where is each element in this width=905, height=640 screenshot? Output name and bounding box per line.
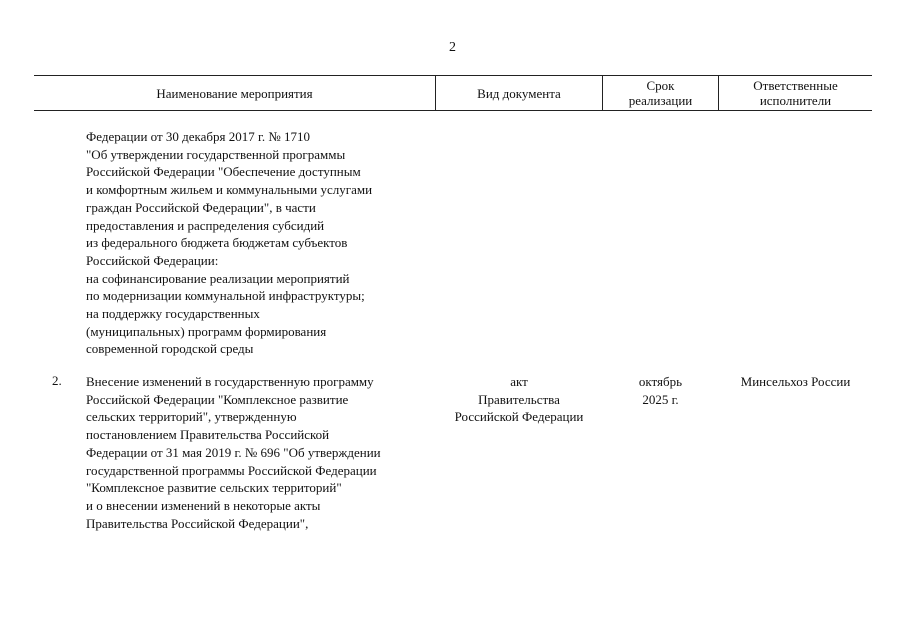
text-line: Российской Федерации: — [86, 252, 219, 268]
header-document-type — [436, 76, 602, 110]
text-line: по модернизации коммунальной инфраструктуры; — [86, 288, 365, 304]
text-line: на софинансирование реализации мероприятий — [86, 270, 350, 286]
text-line: "Об утверждении государственной программы — [86, 146, 346, 162]
text-line: Правительства — [478, 391, 560, 407]
responsible-cell — [719, 373, 872, 391]
text-line: Российской Федерации "Комплексное развитие — [86, 391, 349, 407]
text-line: октябрь — [638, 374, 683, 389]
text-line: Федерации от 31 мая 2019 г. № 696 "Об утверждении — [86, 444, 381, 460]
header-name-of-measure — [34, 76, 435, 110]
text-line: на поддержку государственных — [86, 306, 260, 322]
header-label: Вид документа — [477, 85, 561, 101]
text-line: постановлением Правительства Российской — [86, 427, 330, 443]
measure-title — [86, 373, 436, 532]
text-line: Внесение изменений в государственную программу — [86, 374, 374, 389]
text-line: Правительства Российской Федерации", — [86, 515, 309, 531]
text-line: государственной программы Российской Федерации — [86, 462, 377, 478]
header-term — [603, 76, 718, 110]
text-line: Минсельхоз России — [740, 374, 851, 389]
text-line: предоставления и распределения субсидий — [86, 217, 325, 233]
header-label: Срок реализации — [628, 78, 693, 108]
text-line: Российской Федерации "Обеспечение доступным — [86, 164, 361, 180]
text-line: и комфортным жильем и коммунальными услугами — [86, 182, 373, 198]
header-responsible — [719, 76, 872, 110]
header-label: Ответственные исполнители — [753, 78, 838, 108]
text-line: и о внесении изменений в некоторые акты — [86, 497, 321, 513]
text-line: граждан Российской Федерации", в части — [86, 199, 316, 215]
text-line: сельских территорий", утвержденную — [86, 409, 297, 425]
document-type-cell — [436, 373, 602, 426]
text-line: современной городской среды — [86, 341, 254, 357]
text-line: Российской Федерации — [454, 409, 584, 425]
text-line: 2025 г. — [642, 391, 679, 407]
measure-title-continuation — [86, 128, 436, 358]
item-number: 2. — [52, 373, 62, 388]
text-line: "Комплексное развитие сельских территорий" — [86, 480, 342, 496]
text-line: Федерации от 30 декабря 2017 г. № 1710 — [86, 129, 311, 144]
term-cell — [603, 373, 718, 408]
text-line: акт — [510, 374, 528, 389]
text-line: (муниципальных) программ формирования — [86, 323, 327, 339]
text-line: из федерального бюджета бюджетам субъектов — [86, 235, 348, 251]
table-header-bottom-rule — [34, 110, 872, 111]
header-label: Наименование мероприятия — [156, 85, 313, 101]
page-number: 2 — [449, 40, 456, 55]
